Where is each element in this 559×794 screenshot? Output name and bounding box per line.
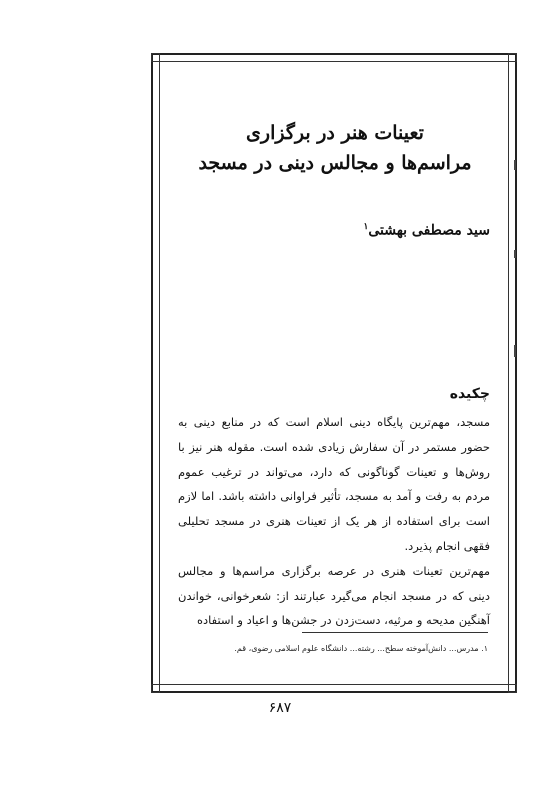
- article-title-line2: مراسم‌ها و مجالس دینی در مسجد: [198, 152, 472, 174]
- abstract-paragraph-1: مسجد، مهم‌ترین پایگاه دینی اسلام است که در منابع دینی به حضور مستمر در آن سفارش زیادی شده است. مقوله هنر نیز با روش‌ها و تعینات گوناگونی که دارد، می‌تواند در ترغیب عموم مردم به رفت و آمد به مسجد، تأثیر فراوانی داشته باشد. اما لازم است برای استفاده از هر یک از تعینات هنری در مسجد تحلیلی فقهی انجام پذیرد.: [178, 415, 490, 553]
- footnote-text: ۱. مدرس... دانش‌آموخته سطح... رشته... دانشگاه علوم اسلامی رضوی، قم.: [234, 644, 488, 653]
- author-footnote-marker: ۱: [363, 222, 369, 232]
- abstract-paragraph-2: مهم‌ترین تعینات هنری در عرصه برگزاری مراسم‌ها و مجالس دینی که در مسجد انجام می‌گیرد عبارتند از: شعرخوانی، خواندن آهنگین مدیحه و مرثیه، دست‌زدن در جشن‌ها و اعیاد و استفاده: [178, 563, 490, 628]
- article-title-line1: تعینات هنر در برگزاری: [246, 122, 424, 144]
- author-name: [260, 222, 490, 239]
- margin-mark: [514, 250, 516, 258]
- footnote-divider: [302, 632, 488, 633]
- frame-corner-ornament: [151, 53, 160, 62]
- margin-mark: [514, 160, 516, 170]
- abstract-body: [178, 410, 490, 633]
- margin-mark: [514, 345, 516, 357]
- author-name-text: سید مصطفی بهشتی: [368, 222, 490, 239]
- frame-corner-ornament: [151, 684, 160, 693]
- frame-corner-ornament: [508, 53, 517, 62]
- frame-corner-ornament: [508, 684, 517, 693]
- abstract-heading: چکیده: [449, 386, 490, 402]
- page-number: ۶۸۷: [268, 700, 292, 716]
